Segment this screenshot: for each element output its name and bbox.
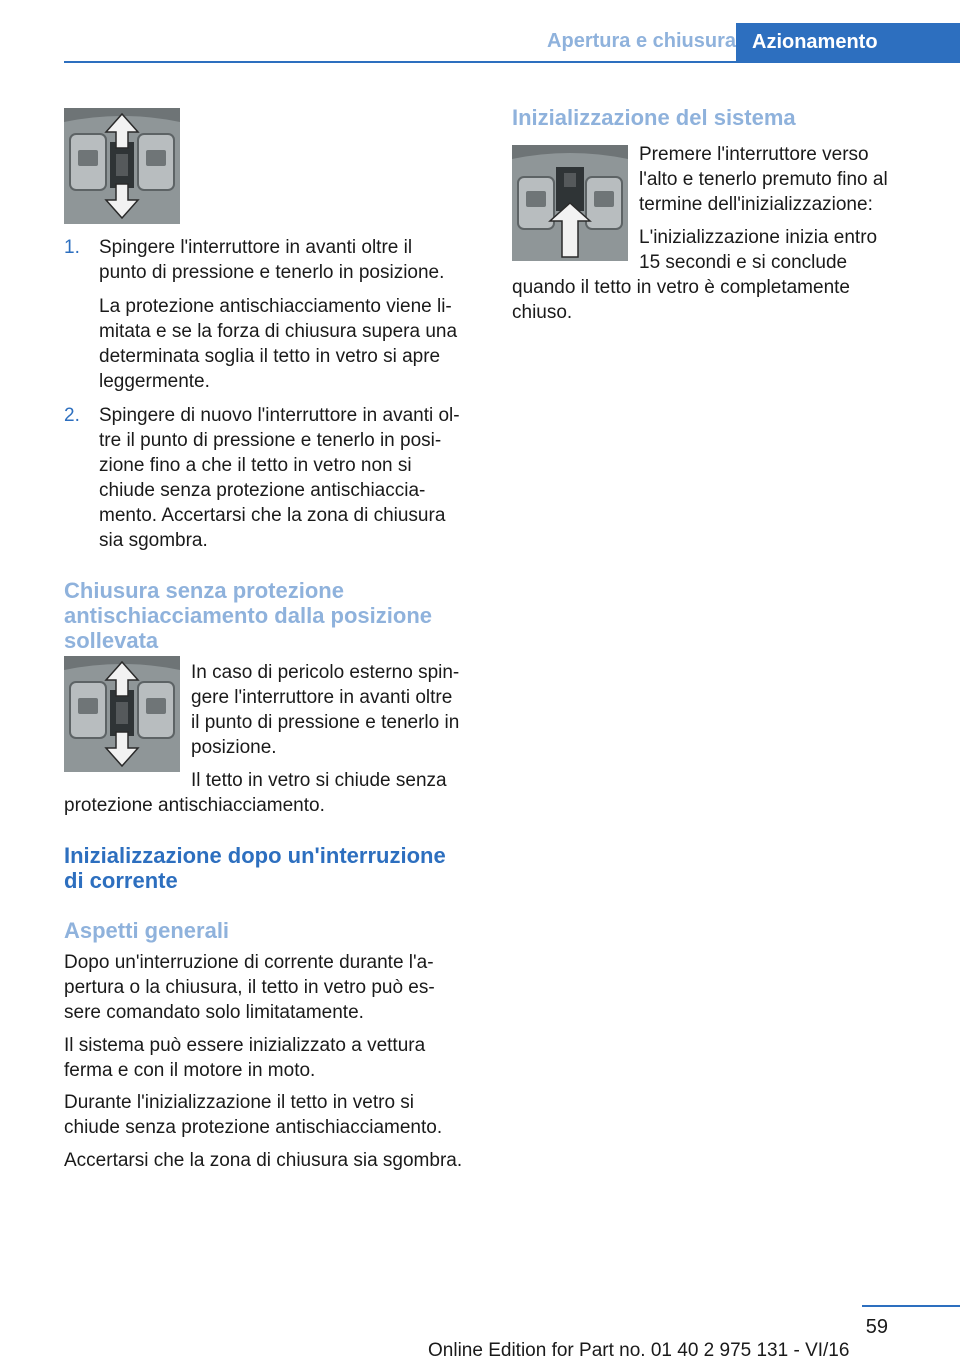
right-heading: Inizializzazione del sistema bbox=[512, 105, 796, 130]
right-para2-b: quando il tetto in vetro è completamente chiuso. bbox=[512, 277, 850, 323]
footer-edition: Online Edition for Part no. 01 40 2 975 131 - VI/16 bbox=[428, 1340, 850, 1361]
section-heading-closing: Chiusura senza protezione antischiacciamento dalla posizione sollevata bbox=[64, 578, 432, 653]
init-para1: Dopo un'interruzione di corrente durante l'a- pertura o la chiusura, il tetto in vetro può es- sere comandato solo limitatamente. bbox=[64, 952, 435, 1023]
right-para2-a: L'inizializzazione inizia entro 15 secondi e si conclude bbox=[639, 227, 878, 273]
right-para1: Premere l'interruttore verso l'alto e tenerlo premuto fino al termine dell'inizializzazione: bbox=[639, 144, 888, 215]
roof-switch-double-arrow-icon bbox=[64, 108, 180, 224]
closing-para2-line2: protezione antischiacciamento. bbox=[64, 795, 325, 816]
closing-para1: In caso di pericolo esterno spin- gere l'interruttore in avanti oltre il punto di pressione e tenerlo in posizione. bbox=[191, 662, 460, 758]
step-number: 2. bbox=[64, 405, 80, 426]
header-chapter-tab: Azionamento bbox=[736, 23, 960, 61]
page-number: 59 bbox=[865, 1316, 888, 1338]
header-rule bbox=[64, 61, 960, 63]
header-section-title: Apertura e chiusura bbox=[547, 30, 736, 52]
step-text: Spingere di nuovo l'interruttore in avanti ol- tre il punto di pressione e tenerlo in posi- zione fino a che il tetto in vetro non si chiude senza protezione antischiaccia- mento. Accertarsi che la zona di chiusura sia sgombra. bbox=[99, 405, 460, 551]
roof-switch-double-arrow-icon bbox=[64, 656, 180, 772]
step-text: Spingere l'interruttore in avanti oltre il punto di pressione e tenerlo in posizione. bbox=[99, 237, 445, 283]
init-para3: Durante l'inizializzazione il tetto in vetro si chiude senza protezione antischiacciamento. bbox=[64, 1092, 443, 1138]
footer-rule bbox=[862, 1305, 960, 1307]
closing-para2-line1: Il tetto in vetro si chiude senza bbox=[191, 770, 447, 791]
init-para4: Accertarsi che la zona di chiusura sia sgombra. bbox=[64, 1150, 463, 1171]
step-note: La protezione antischiacciamento viene li- mitata e se la forza di chiusura supera una determinata soglia il tetto in vetro si apre leggermente. bbox=[99, 296, 458, 392]
subheading-general: Aspetti generali bbox=[64, 918, 230, 943]
init-para2: Il sistema può essere inizializzato a vettura ferma e con il motore in moto. bbox=[64, 1035, 426, 1081]
step-number: 1. bbox=[64, 237, 80, 258]
roof-switch-up-arrow-icon bbox=[512, 145, 628, 261]
section-heading-init: Inizializzazione dopo un'interruzione di corrente bbox=[64, 843, 446, 893]
